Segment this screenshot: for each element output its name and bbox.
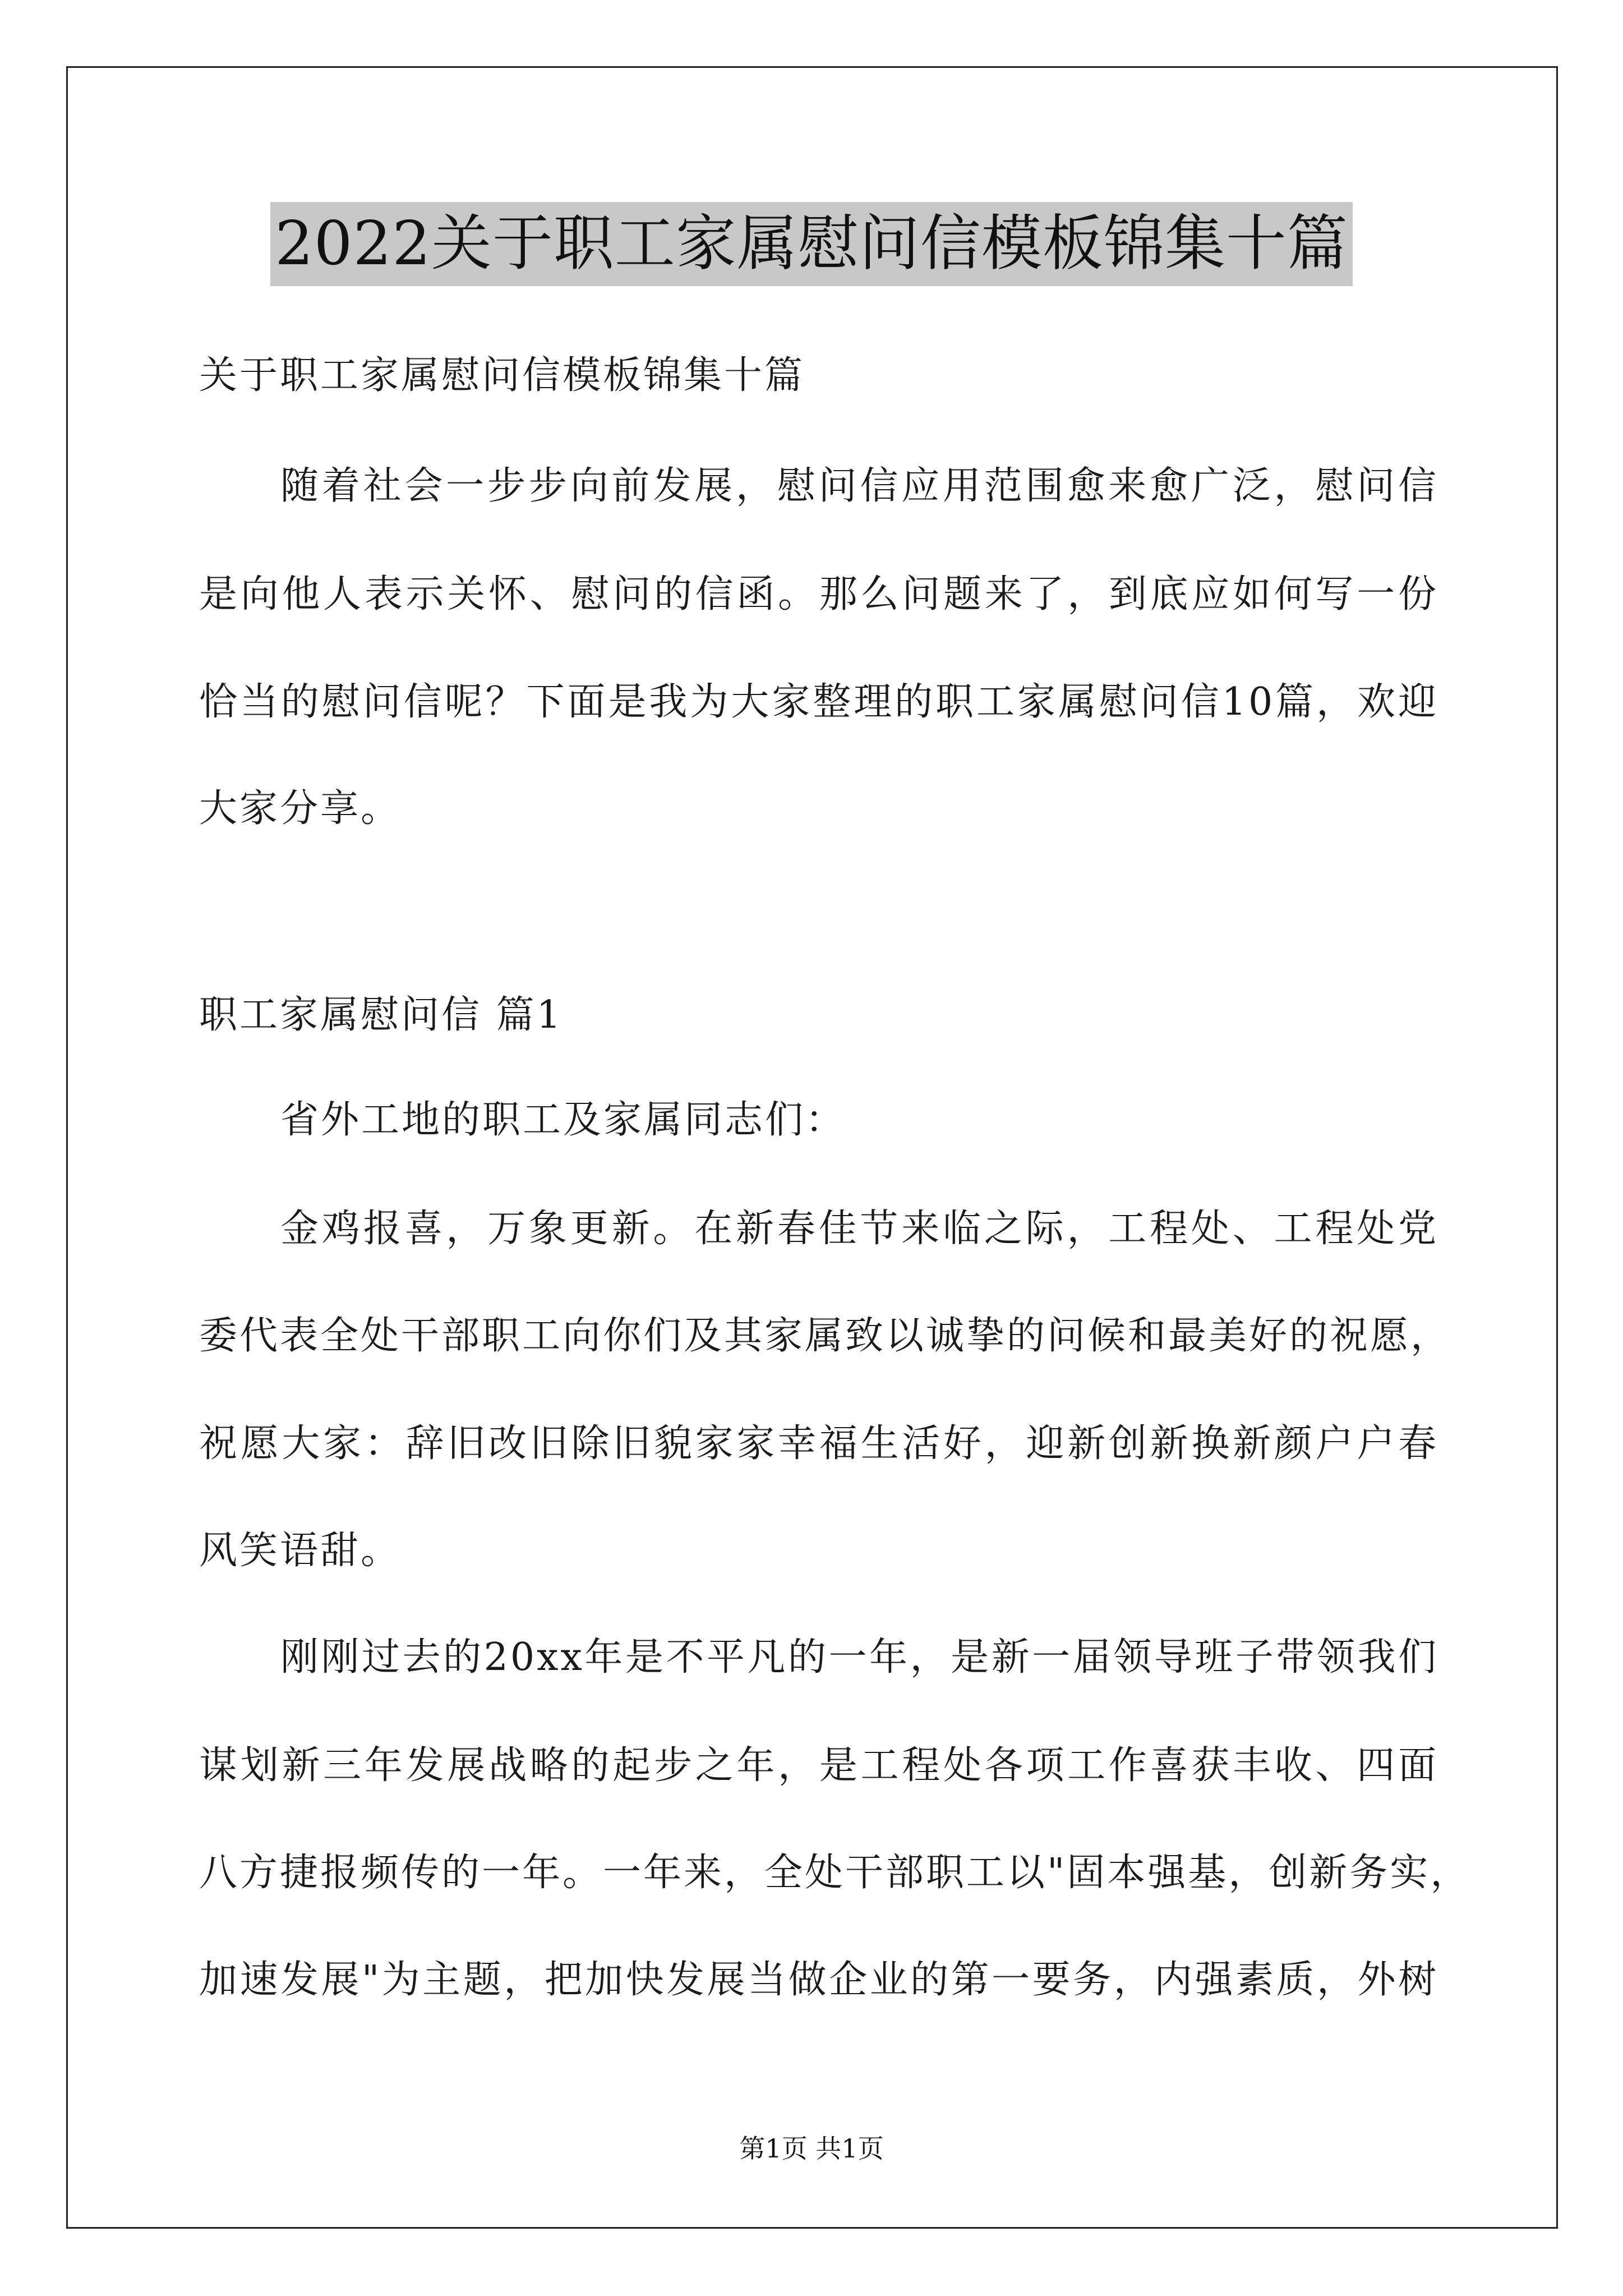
- intro-line: 恰当的慰问信呢？下面是我为大家整理的职工家属慰问信10篇，欢迎: [199, 680, 1438, 724]
- paragraph-line: 祝愿大家：辞旧改旧除旧貌家家幸福生活好，迎新创新换新颜户户春: [199, 1421, 1438, 1466]
- document-subtitle: 关于职工家属慰问信模板锦集十篇: [199, 353, 805, 398]
- section-heading: 职工家属慰问信 篇1: [199, 993, 563, 1037]
- page-number-footer: 第1页 共1页: [739, 2133, 884, 2164]
- document-title: 2022关于职工家属慰问信模板锦集十篇: [270, 202, 1353, 286]
- intro-line: 是向他人表示关怀、慰问的信函。那么问题来了，到底应如何写一份: [199, 572, 1438, 616]
- salutation: 省外工地的职工及家属同志们：: [280, 1098, 846, 1142]
- paragraph-line: 八方捷报频传的一年。一年来，全处干部职工以"固本强基，创新务实，: [199, 1851, 1471, 1895]
- paragraph-line: 刚刚过去的20xx年是不平凡的一年，是新一届领导班子带领我们: [280, 1635, 1438, 1680]
- paragraph-line: 委代表全处干部职工向你们及其家属致以诚挚的问候和最美好的祝愿，: [199, 1314, 1451, 1358]
- paragraph-line: 谋划新三年发展战略的起步之年，是工程处各项工作喜获丰收、四面: [199, 1743, 1438, 1788]
- intro-line: 大家分享。: [199, 786, 402, 831]
- paragraph-line: 加速发展"为主题，把加快发展当做企业的第一要务，内强素质，外树: [199, 1958, 1438, 2002]
- intro-line: 随着社会一步步向前发展，慰问信应用范围愈来愈广泛，慰问信: [280, 464, 1438, 508]
- paragraph-line: 风笑语甜。: [199, 1529, 402, 1573]
- title-container: [0, 202, 1623, 286]
- paragraph-line: 金鸡报喜，万象更新。在新春佳节来临之际，工程处、工程处党: [280, 1207, 1438, 1251]
